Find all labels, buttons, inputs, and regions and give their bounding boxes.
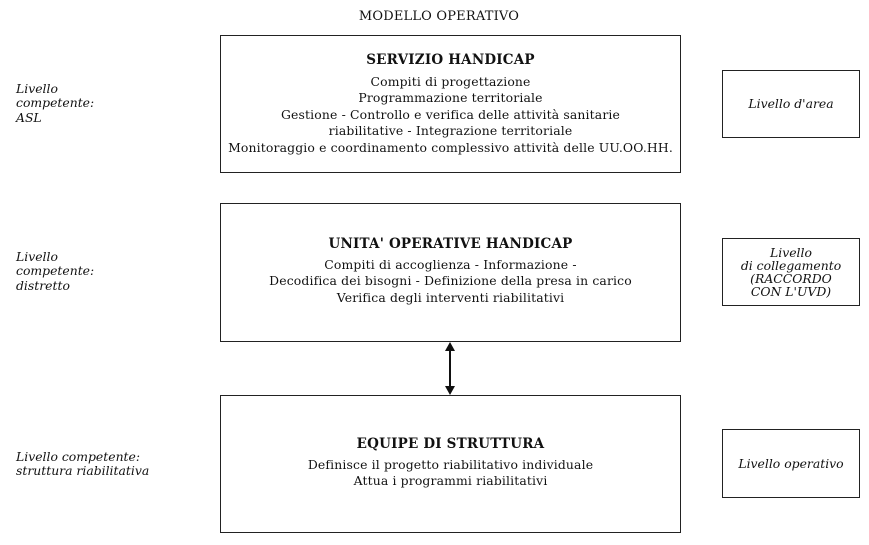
side-line: CON L'UVD) [750,284,832,300]
label-line: Livello [16,249,58,264]
box-line: Compiti di progettazione [370,74,531,89]
side-line: Livello [770,244,812,260]
box-line: Monitoraggio e coordinamento complessivo attività delle UU.OO.HH. [228,139,673,155]
side-line: (RACCORDO [750,271,832,286]
label-line: ASL [16,109,42,125]
level-label-distretto [16,250,94,293]
side-line: Livello d'area [748,96,834,112]
box-line: Programmazione territoriale [358,90,543,106]
box-line: Verifica degli interventi riabilitativi [336,289,565,305]
box-line: Compiti di accoglienza - Informazione - [324,257,577,272]
level-label-asl [16,82,94,125]
unita-operative-box [220,203,681,342]
servizio-handicap-box [220,35,681,173]
box-title: SERVIZIO HANDICAP [366,52,535,68]
label-line: competente: [16,95,95,111]
box-line: Decodifica dei bisogni - Definizione della presa in carico [269,273,632,289]
box-line: Attua i programmi riabilitativi [353,473,548,489]
box-line: riabilitative - Integrazione territoriale [328,123,573,139]
label-line: distretto [16,277,70,293]
side-box-livello-area [722,70,860,138]
diagram-title: MODELLO OPERATIVO [358,9,520,24]
label-line: struttura riabilitativa [16,463,150,479]
label-line: Livello competente: [16,449,141,464]
box-title: EQUIPE DI STRUTTURA [356,436,545,452]
box-line: Definisce il progetto riabilitativo individuale [307,457,594,472]
double-arrow-icon [440,342,460,395]
side-line: Livello operativo [738,455,844,471]
level-label-struttura [16,450,149,479]
side-line: di collegamento [740,257,842,273]
label-line: Livello [16,81,58,96]
side-box-livello-collegamento [722,238,860,306]
side-box-livello-operativo [722,429,860,498]
equipe-struttura-box [220,395,681,533]
label-line: competente: [16,263,95,279]
box-line: Gestione - Controllo e verifica delle attività sanitarie [281,106,620,122]
box-title: UNITA' OPERATIVE HANDICAP [328,236,573,252]
